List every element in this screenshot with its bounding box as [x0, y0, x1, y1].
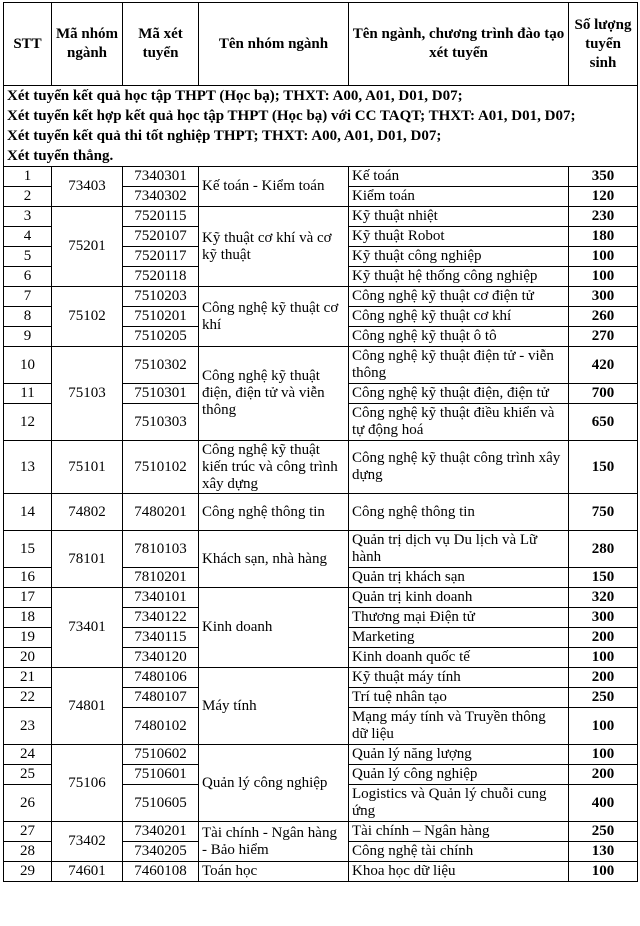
- quota-cell: 100: [569, 708, 638, 745]
- admission-code-cell: 7510201: [123, 307, 199, 327]
- program-name-cell: Kỹ thuật hệ thống công nghiệp: [349, 267, 569, 287]
- program-name-cell: Kinh doanh quốc tế: [349, 648, 569, 668]
- stt-cell: 3: [4, 207, 52, 227]
- group-code-cell: 75101: [52, 441, 123, 494]
- admission-code-cell: 7510301: [123, 384, 199, 404]
- group-code-cell: 73403: [52, 167, 123, 207]
- stt-cell: 4: [4, 227, 52, 247]
- admission-code-cell: 7340120: [123, 648, 199, 668]
- group-name-cell: Công nghệ kỹ thuật cơ khí: [199, 287, 349, 347]
- program-name-cell: Công nghệ kỹ thuật điện tử - viễn thông: [349, 347, 569, 384]
- program-name-cell: Quản trị kinh doanh: [349, 588, 569, 608]
- program-name-cell: Kỹ thuật Robot: [349, 227, 569, 247]
- table-row: [4, 531, 638, 568]
- group-code-cell: 78101: [52, 531, 123, 588]
- program-name-cell: Trí tuệ nhân tạo: [349, 688, 569, 708]
- program-name-cell: Mạng máy tính và Truyền thông dữ liệu: [349, 708, 569, 745]
- stt-cell: 1: [4, 167, 52, 187]
- stt-cell: 22: [4, 688, 52, 708]
- table-row: [4, 862, 638, 882]
- group-name-cell: Kế toán - Kiểm toán: [199, 167, 349, 207]
- admission-code-cell: 7340201: [123, 822, 199, 842]
- program-name-cell: Kế toán: [349, 167, 569, 187]
- quota-cell: 200: [569, 765, 638, 785]
- stt-cell: 7: [4, 287, 52, 307]
- stt-cell: 5: [4, 247, 52, 267]
- table-row: [4, 745, 638, 765]
- admission-code-cell: 7460108: [123, 862, 199, 882]
- group-name-cell: Kinh doanh: [199, 588, 349, 668]
- admission-code-cell: 7510203: [123, 287, 199, 307]
- header-so-luong: Số lượng tuyển sinh: [569, 3, 638, 86]
- stt-cell: 13: [4, 441, 52, 494]
- header-ten-nganh: Tên ngành, chương trình đào tạo xét tuyển: [349, 3, 569, 86]
- group-name-cell: Công nghệ kỹ thuật kiến trúc và công trình xây dựng: [199, 441, 349, 494]
- admission-method-1: Xét tuyển kết quả học tập THPT (Học bạ); THXT: A00, A01, D01, D07;: [7, 88, 463, 104]
- admission-code-cell: 7520118: [123, 267, 199, 287]
- table-row: [4, 167, 638, 187]
- admission-code-cell: 7520117: [123, 247, 199, 267]
- admission-code-cell: 7510601: [123, 765, 199, 785]
- program-name-cell: Quản lý năng lượng: [349, 745, 569, 765]
- group-code-cell: 74801: [52, 668, 123, 745]
- admission-code-cell: 7510602: [123, 745, 199, 765]
- stt-cell: 27: [4, 822, 52, 842]
- admission-code-cell: 7480201: [123, 494, 199, 531]
- quota-cell: 100: [569, 745, 638, 765]
- group-name-cell: Kỹ thuật cơ khí và cơ kỹ thuật: [199, 207, 349, 287]
- program-name-cell: Quản trị khách sạn: [349, 568, 569, 588]
- program-name-cell: Quản lý công nghiệp: [349, 765, 569, 785]
- quota-cell: 100: [569, 648, 638, 668]
- quota-cell: 300: [569, 287, 638, 307]
- stt-cell: 20: [4, 648, 52, 668]
- quota-cell: 150: [569, 441, 638, 494]
- admission-code-cell: 7340301: [123, 167, 199, 187]
- stt-cell: 8: [4, 307, 52, 327]
- admission-code-cell: 7510302: [123, 347, 199, 384]
- program-name-cell: Công nghệ kỹ thuật ô tô: [349, 327, 569, 347]
- stt-cell: 28: [4, 842, 52, 862]
- program-name-cell: Kỹ thuật máy tính: [349, 668, 569, 688]
- group-code-cell: 75106: [52, 745, 123, 822]
- admission-code-cell: 7520115: [123, 207, 199, 227]
- stt-cell: 23: [4, 708, 52, 745]
- stt-cell: 18: [4, 608, 52, 628]
- stt-cell: 14: [4, 494, 52, 531]
- quota-cell: 250: [569, 688, 638, 708]
- admission-code-cell: 7510303: [123, 404, 199, 441]
- table-row: [4, 822, 638, 842]
- stt-cell: 9: [4, 327, 52, 347]
- admission-code-cell: 7810201: [123, 568, 199, 588]
- quota-cell: 120: [569, 187, 638, 207]
- quota-cell: 350: [569, 167, 638, 187]
- admission-code-cell: 7480107: [123, 688, 199, 708]
- admission-methods-row: [4, 86, 638, 167]
- quota-cell: 100: [569, 247, 638, 267]
- program-name-cell: Công nghệ tài chính: [349, 842, 569, 862]
- admission-code-cell: 7340101: [123, 588, 199, 608]
- admission-method-4: Xét tuyển thẳng.: [7, 148, 114, 164]
- stt-cell: 10: [4, 347, 52, 384]
- group-code-cell: 74802: [52, 494, 123, 531]
- program-name-cell: Công nghệ kỹ thuật điện, điện tử: [349, 384, 569, 404]
- group-code-cell: 74601: [52, 862, 123, 882]
- admission-code-cell: 7810103: [123, 531, 199, 568]
- header-stt: STT: [4, 3, 52, 86]
- program-name-cell: Logistics và Quản lý chuỗi cung ứng: [349, 785, 569, 822]
- group-code-cell: 75201: [52, 207, 123, 287]
- table-row: [4, 347, 638, 384]
- stt-cell: 17: [4, 588, 52, 608]
- table-row: [4, 441, 638, 494]
- program-name-cell: Công nghệ thông tin: [349, 494, 569, 531]
- stt-cell: 19: [4, 628, 52, 648]
- quota-cell: 180: [569, 227, 638, 247]
- stt-cell: 25: [4, 765, 52, 785]
- table-row: [4, 494, 638, 531]
- table-row: [4, 588, 638, 608]
- program-name-cell: Khoa học dữ liệu: [349, 862, 569, 882]
- stt-cell: 11: [4, 384, 52, 404]
- program-name-cell: Tài chính – Ngân hàng: [349, 822, 569, 842]
- admissions-table: [3, 2, 638, 882]
- group-code-cell: 73401: [52, 588, 123, 668]
- group-name-cell: Khách sạn, nhà hàng: [199, 531, 349, 588]
- group-code-cell: 73402: [52, 822, 123, 862]
- table-row: [4, 668, 638, 688]
- group-code-cell: 75103: [52, 347, 123, 441]
- group-name-cell: Quản lý công nghiệp: [199, 745, 349, 822]
- quota-cell: 400: [569, 785, 638, 822]
- stt-cell: 24: [4, 745, 52, 765]
- quota-cell: 130: [569, 842, 638, 862]
- program-name-cell: Công nghệ kỹ thuật công trình xây dựng: [349, 441, 569, 494]
- quota-cell: 650: [569, 404, 638, 441]
- admission-code-cell: 7340115: [123, 628, 199, 648]
- quota-cell: 700: [569, 384, 638, 404]
- quota-cell: 300: [569, 608, 638, 628]
- quota-cell: 750: [569, 494, 638, 531]
- program-name-cell: Marketing: [349, 628, 569, 648]
- group-name-cell: Công nghệ thông tin: [199, 494, 349, 531]
- table-header-row: [4, 3, 638, 86]
- quota-cell: 250: [569, 822, 638, 842]
- program-name-cell: Kỹ thuật công nghiệp: [349, 247, 569, 267]
- program-name-cell: Công nghệ kỹ thuật cơ khí: [349, 307, 569, 327]
- program-name-cell: Công nghệ kỹ thuật điều khiển và tự động hoá: [349, 404, 569, 441]
- quota-cell: 100: [569, 267, 638, 287]
- admission-code-cell: 7520107: [123, 227, 199, 247]
- admission-code-cell: 7480102: [123, 708, 199, 745]
- group-name-cell: Toán học: [199, 862, 349, 882]
- admission-method-3: Xét tuyển kết quả thi tốt nghiệp THPT; THXT: A00, A01, D01, D07;: [7, 128, 442, 144]
- program-name-cell: Kiểm toán: [349, 187, 569, 207]
- admission-code-cell: 7510605: [123, 785, 199, 822]
- stt-cell: 15: [4, 531, 52, 568]
- group-name-cell: Công nghệ kỹ thuật điện, điện tử và viễn thông: [199, 347, 349, 441]
- table-row: [4, 287, 638, 307]
- quota-cell: 150: [569, 568, 638, 588]
- table-row: [4, 207, 638, 227]
- header-ma-xet-tuyen: Mã xét tuyển: [123, 3, 199, 86]
- group-code-cell: 75102: [52, 287, 123, 347]
- header-ma-nhom-nganh: Mã nhóm ngành: [52, 3, 123, 86]
- stt-cell: 6: [4, 267, 52, 287]
- admission-code-cell: 7510205: [123, 327, 199, 347]
- stt-cell: 29: [4, 862, 52, 882]
- stt-cell: 26: [4, 785, 52, 822]
- stt-cell: 16: [4, 568, 52, 588]
- admission-methods-note: [4, 86, 638, 167]
- quota-cell: 100: [569, 862, 638, 882]
- admission-code-cell: 7340205: [123, 842, 199, 862]
- program-name-cell: Thương mại Điện tử: [349, 608, 569, 628]
- stt-cell: 2: [4, 187, 52, 207]
- stt-cell: 12: [4, 404, 52, 441]
- group-name-cell: Máy tính: [199, 668, 349, 745]
- quota-cell: 320: [569, 588, 638, 608]
- quota-cell: 420: [569, 347, 638, 384]
- header-ten-nhom-nganh: Tên nhóm ngành: [199, 3, 349, 86]
- admission-code-cell: 7510102: [123, 441, 199, 494]
- stt-cell: 21: [4, 668, 52, 688]
- quota-cell: 280: [569, 531, 638, 568]
- program-name-cell: Công nghệ kỹ thuật cơ điện tử: [349, 287, 569, 307]
- program-name-cell: Kỹ thuật nhiệt: [349, 207, 569, 227]
- quota-cell: 230: [569, 207, 638, 227]
- group-name-cell: Tài chính - Ngân hàng - Bảo hiểm: [199, 822, 349, 862]
- quota-cell: 260: [569, 307, 638, 327]
- admission-code-cell: 7480106: [123, 668, 199, 688]
- quota-cell: 200: [569, 628, 638, 648]
- admission-code-cell: 7340302: [123, 187, 199, 207]
- quota-cell: 200: [569, 668, 638, 688]
- quota-cell: 270: [569, 327, 638, 347]
- program-name-cell: Quản trị dịch vụ Du lịch và Lữ hành: [349, 531, 569, 568]
- admission-method-2: Xét tuyển kết hợp kết quả học tập THPT (Học bạ) với CC TAQT; THXT: A01, D01, D07;: [7, 108, 576, 124]
- admission-code-cell: 7340122: [123, 608, 199, 628]
